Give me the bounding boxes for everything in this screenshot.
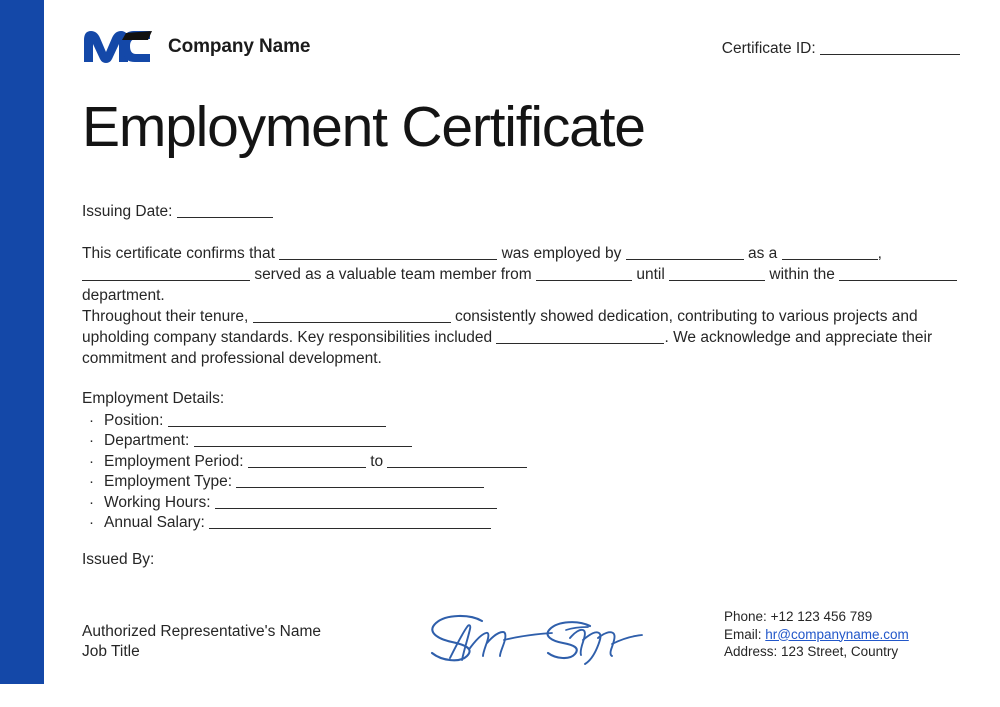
handwritten-signature-icon: [420, 608, 650, 670]
detail-label: Employment Type:: [104, 473, 233, 491]
list-item[interactable]: [82, 452, 527, 472]
certificate-id-blank[interactable]: [820, 43, 960, 55]
employer-blank[interactable]: [626, 248, 744, 260]
para-one-seg8: department.: [82, 287, 165, 304]
bullet-icon: ·: [89, 493, 94, 511]
page-title: Employment Certificate: [82, 95, 645, 159]
para-one-seg3: as a: [747, 245, 778, 262]
issuing-date-label: Issuing Date:: [82, 203, 173, 220]
signer-block: [82, 622, 321, 662]
list-item[interactable]: [82, 493, 527, 513]
detail-blank[interactable]: [236, 476, 484, 488]
para-one-seg1: This certificate confirms that: [82, 245, 275, 262]
bullet-icon: ·: [89, 514, 94, 532]
certificate-id-field[interactable]: [722, 40, 960, 58]
detail-label: Employment Period:: [104, 452, 244, 470]
issuing-date-blank[interactable]: [177, 206, 273, 218]
left-accent-bar: [0, 0, 44, 684]
phone-row: [724, 608, 909, 626]
department-blank[interactable]: [839, 269, 957, 281]
list-item[interactable]: [82, 411, 527, 431]
detail-blank-end[interactable]: [387, 456, 527, 468]
email-label: Email:: [724, 626, 762, 642]
detail-label: Position:: [104, 412, 164, 429]
para-one-seg4: ,: [877, 245, 882, 262]
para-two-seg3: .: [664, 329, 669, 346]
employee-name-blank[interactable]: [279, 248, 497, 260]
detail-label: Annual Salary:: [104, 514, 205, 532]
company-name: Company Name: [168, 36, 311, 57]
issuing-date-field[interactable]: [82, 203, 273, 221]
para-two-seg1: Throughout their tenure,: [82, 308, 249, 325]
address-label: Address:: [724, 644, 778, 659]
detail-blank[interactable]: [215, 497, 497, 509]
para-one-seg2: was employed by: [501, 245, 622, 262]
bullet-icon: ·: [89, 412, 94, 429]
list-item[interactable]: [82, 513, 527, 533]
para-one-seg6: until: [636, 266, 665, 283]
detail-label: Department:: [104, 432, 190, 450]
list-item[interactable]: [82, 472, 527, 492]
end-date-blank[interactable]: [669, 269, 765, 281]
tenure-paragraph: [82, 306, 962, 369]
start-date-blank[interactable]: [536, 269, 632, 281]
detail-blank-start[interactable]: [248, 456, 366, 468]
email-link[interactable]: hr@companyname.com: [765, 626, 909, 642]
employment-details-list: [82, 411, 527, 533]
bullet-icon: ·: [89, 473, 94, 491]
para-two-seg2: consistently showed dedication, contributing to various projects and upholding company standards. Key responsibilities included: [82, 308, 918, 346]
page-header: [82, 28, 960, 78]
detail-blank[interactable]: [194, 435, 412, 447]
responsibilities-blank[interactable]: [496, 332, 664, 344]
para-two-seg4: We acknowledge and appreciate their commitment and professional development.: [82, 329, 933, 367]
certificate-id-label: Certificate ID:: [721, 40, 816, 57]
phone-label: Phone:: [724, 609, 767, 624]
mc-monogram-logo-icon: [82, 28, 154, 66]
confirmation-paragraph: [82, 243, 962, 306]
address-value: 123 Street, Country: [781, 644, 899, 659]
email-row: [724, 626, 909, 644]
bullet-icon: ·: [89, 452, 94, 470]
para-one-seg5: served as a valuable team member from: [254, 266, 532, 283]
employment-details-section: [82, 388, 527, 533]
tenure-name-blank[interactable]: [253, 311, 451, 323]
employment-details-heading: Employment Details:: [82, 390, 225, 407]
detail-label: Working Hours:: [104, 493, 211, 511]
para-one-seg7: within the: [769, 266, 835, 283]
list-item[interactable]: [82, 431, 527, 451]
issued-by-label: Issued By:: [82, 551, 155, 568]
pronoun-blank[interactable]: [82, 269, 250, 281]
contact-block: [724, 608, 909, 661]
bullet-icon: ·: [89, 432, 94, 450]
detail-blank[interactable]: [168, 415, 386, 427]
certificate-page: [82, 0, 960, 707]
representative-name: Authorized Representative's Name: [82, 623, 322, 640]
page-footer: [82, 600, 960, 670]
address-row: [724, 643, 909, 661]
role-blank[interactable]: [782, 248, 878, 260]
phone-value: +12 123 456 789: [770, 609, 873, 624]
job-title: Job Title: [82, 643, 140, 660]
detail-blank[interactable]: [209, 517, 491, 529]
detail-suffix: to: [370, 452, 384, 470]
